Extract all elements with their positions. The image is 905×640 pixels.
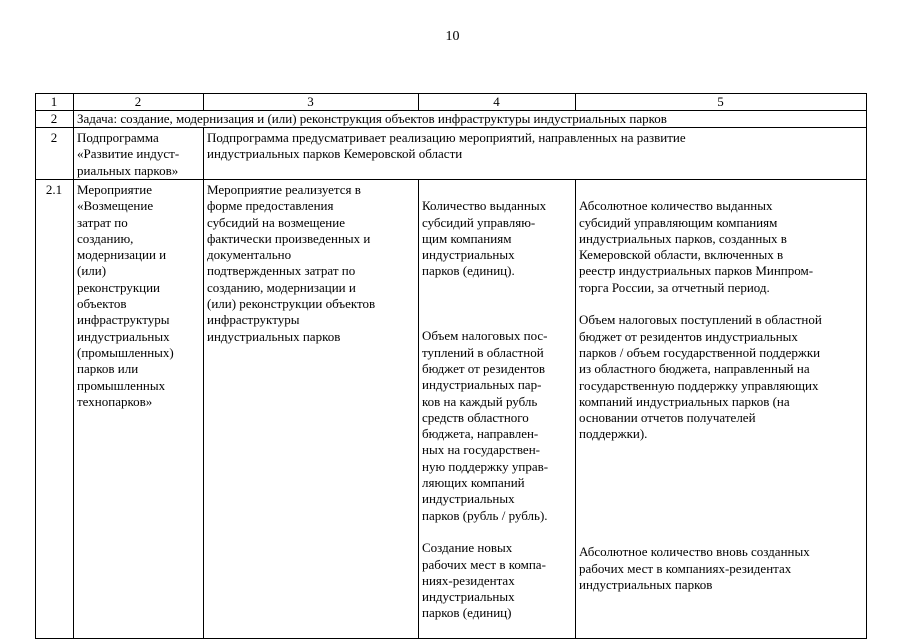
header-col-2: 2: [74, 94, 204, 111]
event-calculation-methods: [576, 180, 867, 639]
indicator-spacer: [422, 296, 571, 312]
header-col-1: 1: [36, 94, 74, 111]
task-row: [36, 111, 867, 128]
program-table: [35, 93, 867, 639]
header-row: [36, 94, 867, 111]
event-indicators: [419, 180, 576, 639]
task-row-number: 2: [36, 111, 74, 128]
event-row-number: 2.1: [36, 180, 74, 639]
header-col-4: 4: [419, 94, 576, 111]
method-spacer: [579, 459, 862, 528]
task-row-text: Задача: создание, модернизация и (или) реконструкция объектов инфраструктуры индустриальных парков: [74, 111, 867, 128]
indicator-new-jobs: Создание новых рабочих мест в компа- ниях-резидентах индустриальных парков (единиц): [422, 540, 546, 621]
subprogram-row: [36, 128, 867, 180]
header-col-5: 5: [576, 94, 867, 111]
event-name: Мероприятие «Возмещение затрат по созданию, модернизации и (или) реконструкции объектов инфраструктуры индустриальных (промышленных) парков или промышленных технопарков»: [74, 180, 204, 639]
subprogram-description: Подпрограмма предусматривает реализацию мероприятий, направленных на развитие индустриальных парков Кемеровской области: [204, 128, 867, 180]
method-tax-revenue: Объем налоговых поступлений в областной бюджет от резидентов индустриальных парков / объем государственной поддержки из областного бюджета, направленный на государственную поддержку управляющих компаний индустриальных парков (на основании отчетов получателей поддержки).: [579, 312, 822, 442]
event-description: Мероприятие реализуется в форме предоставления субсидий на возмещение фактически произведенных и документально подтвержденных затрат по созданию, модернизации и (или) реконструкции объектов инфраструктуры индустриальных парков: [204, 180, 419, 639]
header-col-3: 3: [204, 94, 419, 111]
indicator-tax-revenue: Объем налоговых пос- туплений в областной бюджет от резидентов индустриальных пар- ков на каждый рубль средств областного бюджета, направлен- ных на государствен- ную поддержку управ- ляющих компаний индустриальных парков (рубль / рубль).: [422, 328, 549, 523]
subprogram-row-number: 2: [36, 128, 74, 180]
method-new-jobs: Абсолютное количество вновь созданных рабочих мест в компаниях-резидентах индустриальных парков: [579, 544, 810, 592]
page-number: 10: [445, 29, 460, 44]
event-row: [36, 180, 867, 639]
indicator-subsidies-count: Количество выданных субсидий управляю- щим компаниям индустриальных парков (единиц).: [422, 198, 547, 279]
method-subsidies-count: Абсолютное количество выданных субсидий управляющим компаниям индустриальных парков, созданных в Кемеровской области, включенных в реестр индустриальных парков Минпром- торга России, за отчетный период.: [579, 198, 814, 295]
subprogram-name: Подпрограмма «Развитие индуст- риальных парков»: [74, 128, 204, 180]
